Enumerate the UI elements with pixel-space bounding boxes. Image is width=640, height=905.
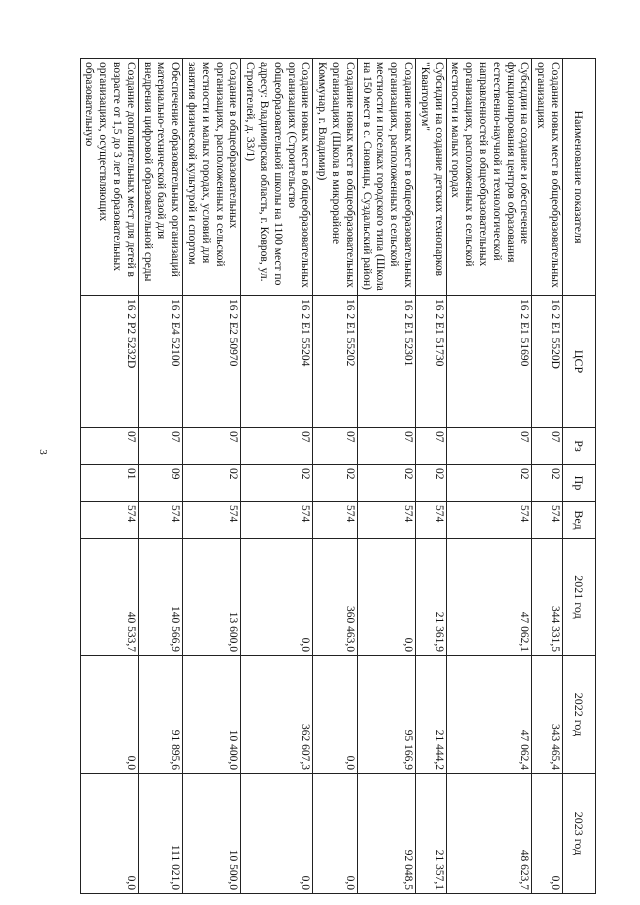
table-row xyxy=(446,59,532,894)
table-row xyxy=(416,59,447,894)
cell-csr: 16 2 E1 51730 xyxy=(416,296,447,428)
cell-rz: 07 xyxy=(357,428,415,465)
cell-2022: 0,0 xyxy=(80,656,138,774)
cell-ved: 574 xyxy=(446,502,532,539)
cell-2022: 0,0 xyxy=(313,656,357,774)
page-number: 3 xyxy=(36,449,49,455)
header-ved: Вед xyxy=(563,502,596,539)
budget-table xyxy=(80,58,596,894)
cell-pr: 02 xyxy=(532,465,563,502)
cell-2023: 21 357,1 xyxy=(416,774,447,894)
cell-rz: 07 xyxy=(313,428,357,465)
cell-2021: 13 600,0 xyxy=(183,539,241,656)
cell-2022: 10 400,0 xyxy=(183,656,241,774)
table-row xyxy=(80,59,138,894)
cell-2023: 0,0 xyxy=(241,774,313,894)
cell-csr: 16 2 E1 5520D xyxy=(532,296,563,428)
cell-pr: 09 xyxy=(138,465,182,502)
cell-rz: 07 xyxy=(416,428,447,465)
cell-name: Обеспечение образовательных организаций материально-технической базой для внедрения цифровой образовательной среды xyxy=(138,59,182,296)
cell-pr: 01 xyxy=(80,465,138,502)
cell-rz: 07 xyxy=(446,428,532,465)
cell-2021: 360 463,0 xyxy=(313,539,357,656)
header-csr: ЦСР xyxy=(563,296,596,428)
cell-2022: 21 444,2 xyxy=(416,656,447,774)
cell-2022: 343 465,4 xyxy=(532,656,563,774)
cell-rz: 07 xyxy=(138,428,182,465)
cell-2023: 0,0 xyxy=(80,774,138,894)
cell-2021: 0,0 xyxy=(241,539,313,656)
cell-csr: 16 2 P2 5232D xyxy=(80,296,138,428)
cell-2022: 47 062,4 xyxy=(446,656,532,774)
cell-pr: 02 xyxy=(446,465,532,502)
cell-rz: 07 xyxy=(532,428,563,465)
cell-name: Субсидии на создание и обеспечение функционирования центров образования естественно-научной и технологической направленностей в общеобразовательных организациях, расположенных в сельской местности и малых городах xyxy=(446,59,532,296)
cell-2023: 111 021,0 xyxy=(138,774,182,894)
cell-2023: 0,0 xyxy=(313,774,357,894)
budget-table-container xyxy=(83,58,596,893)
table-row xyxy=(532,59,563,894)
cell-csr: 16 2 E1 55202 xyxy=(313,296,357,428)
table-row xyxy=(313,59,357,894)
cell-name: Создание новых мест в общеобразовательных организациях (Строительство общеобразовательной школы на 1100 мест по адресу: Владимирская область, г. Ковров, ул. Строителей, д. 33/1) xyxy=(241,59,313,296)
cell-name: Создание новых мест в общеобразовательных организациях, расположенных в сельской местности и поселках городского типа (Школа на 150 мест в с. Сновицы, Суздальский район) xyxy=(357,59,415,296)
header-2022: 2022 год xyxy=(563,656,596,774)
cell-2023: 0,0 xyxy=(532,774,563,894)
cell-2023: 10 500,0 xyxy=(183,774,241,894)
cell-name: Создание новых мест в общеобразовательных организациях (Школа в микрорайоне Коммунар, г. Владимир) xyxy=(313,59,357,296)
cell-csr: 16 2 E1 55204 xyxy=(241,296,313,428)
header-2023: 2023 год xyxy=(563,774,596,894)
cell-name: Создание в общеобразовательных организациях, расположенных в сельской местности и малых городах, условий для занятия физической культурой и спортом xyxy=(183,59,241,296)
cell-ved: 574 xyxy=(532,502,563,539)
cell-pr: 02 xyxy=(183,465,241,502)
table-row xyxy=(241,59,313,894)
cell-2023: 48 623,7 xyxy=(446,774,532,894)
cell-ved: 574 xyxy=(313,502,357,539)
cell-2021: 344 331,5 xyxy=(532,539,563,656)
cell-2021: 40 533,7 xyxy=(80,539,138,656)
table-row xyxy=(357,59,415,894)
cell-2021: 47 062,1 xyxy=(446,539,532,656)
cell-csr: 16 2 E4 52100 xyxy=(138,296,182,428)
header-name: Наименование показателя xyxy=(563,59,596,296)
cell-2022: 91 895,6 xyxy=(138,656,182,774)
cell-csr: 16 2 E2 50970 xyxy=(183,296,241,428)
cell-2021: 0,0 xyxy=(357,539,415,656)
cell-pr: 02 xyxy=(416,465,447,502)
cell-rz: 07 xyxy=(80,428,138,465)
cell-2021: 21 361,9 xyxy=(416,539,447,656)
cell-name: Создание новых мест в общеобразовательных организациях xyxy=(532,59,563,296)
table-header-row xyxy=(563,59,596,894)
cell-ved: 574 xyxy=(357,502,415,539)
cell-rz: 07 xyxy=(183,428,241,465)
cell-ved: 574 xyxy=(416,502,447,539)
cell-2022: 362 607,3 xyxy=(241,656,313,774)
cell-ved: 574 xyxy=(183,502,241,539)
cell-csr: 16 2 E1 52301 xyxy=(357,296,415,428)
cell-csr: 16 2 E1 51690 xyxy=(446,296,532,428)
cell-2022: 95 166,9 xyxy=(357,656,415,774)
cell-pr: 02 xyxy=(313,465,357,502)
header-pr: Пр xyxy=(563,465,596,502)
table-row xyxy=(138,59,182,894)
cell-name: Создание дополнительных мест для детей в возрасте от 1,5 до 3 лет в образовательных организациях, осуществляющих образовательную xyxy=(80,59,138,296)
cell-pr: 02 xyxy=(241,465,313,502)
table-row xyxy=(183,59,241,894)
cell-ved: 574 xyxy=(138,502,182,539)
cell-ved: 574 xyxy=(80,502,138,539)
cell-rz: 07 xyxy=(241,428,313,465)
cell-pr: 02 xyxy=(357,465,415,502)
cell-2021: 140 566,9 xyxy=(138,539,182,656)
cell-name: Субсидии на создание детских технопарков "Кванториум" xyxy=(416,59,447,296)
cell-ved: 574 xyxy=(241,502,313,539)
header-2021: 2021 год xyxy=(563,539,596,656)
header-rz: Рз xyxy=(563,428,596,465)
cell-2023: 92 048,5 xyxy=(357,774,415,894)
